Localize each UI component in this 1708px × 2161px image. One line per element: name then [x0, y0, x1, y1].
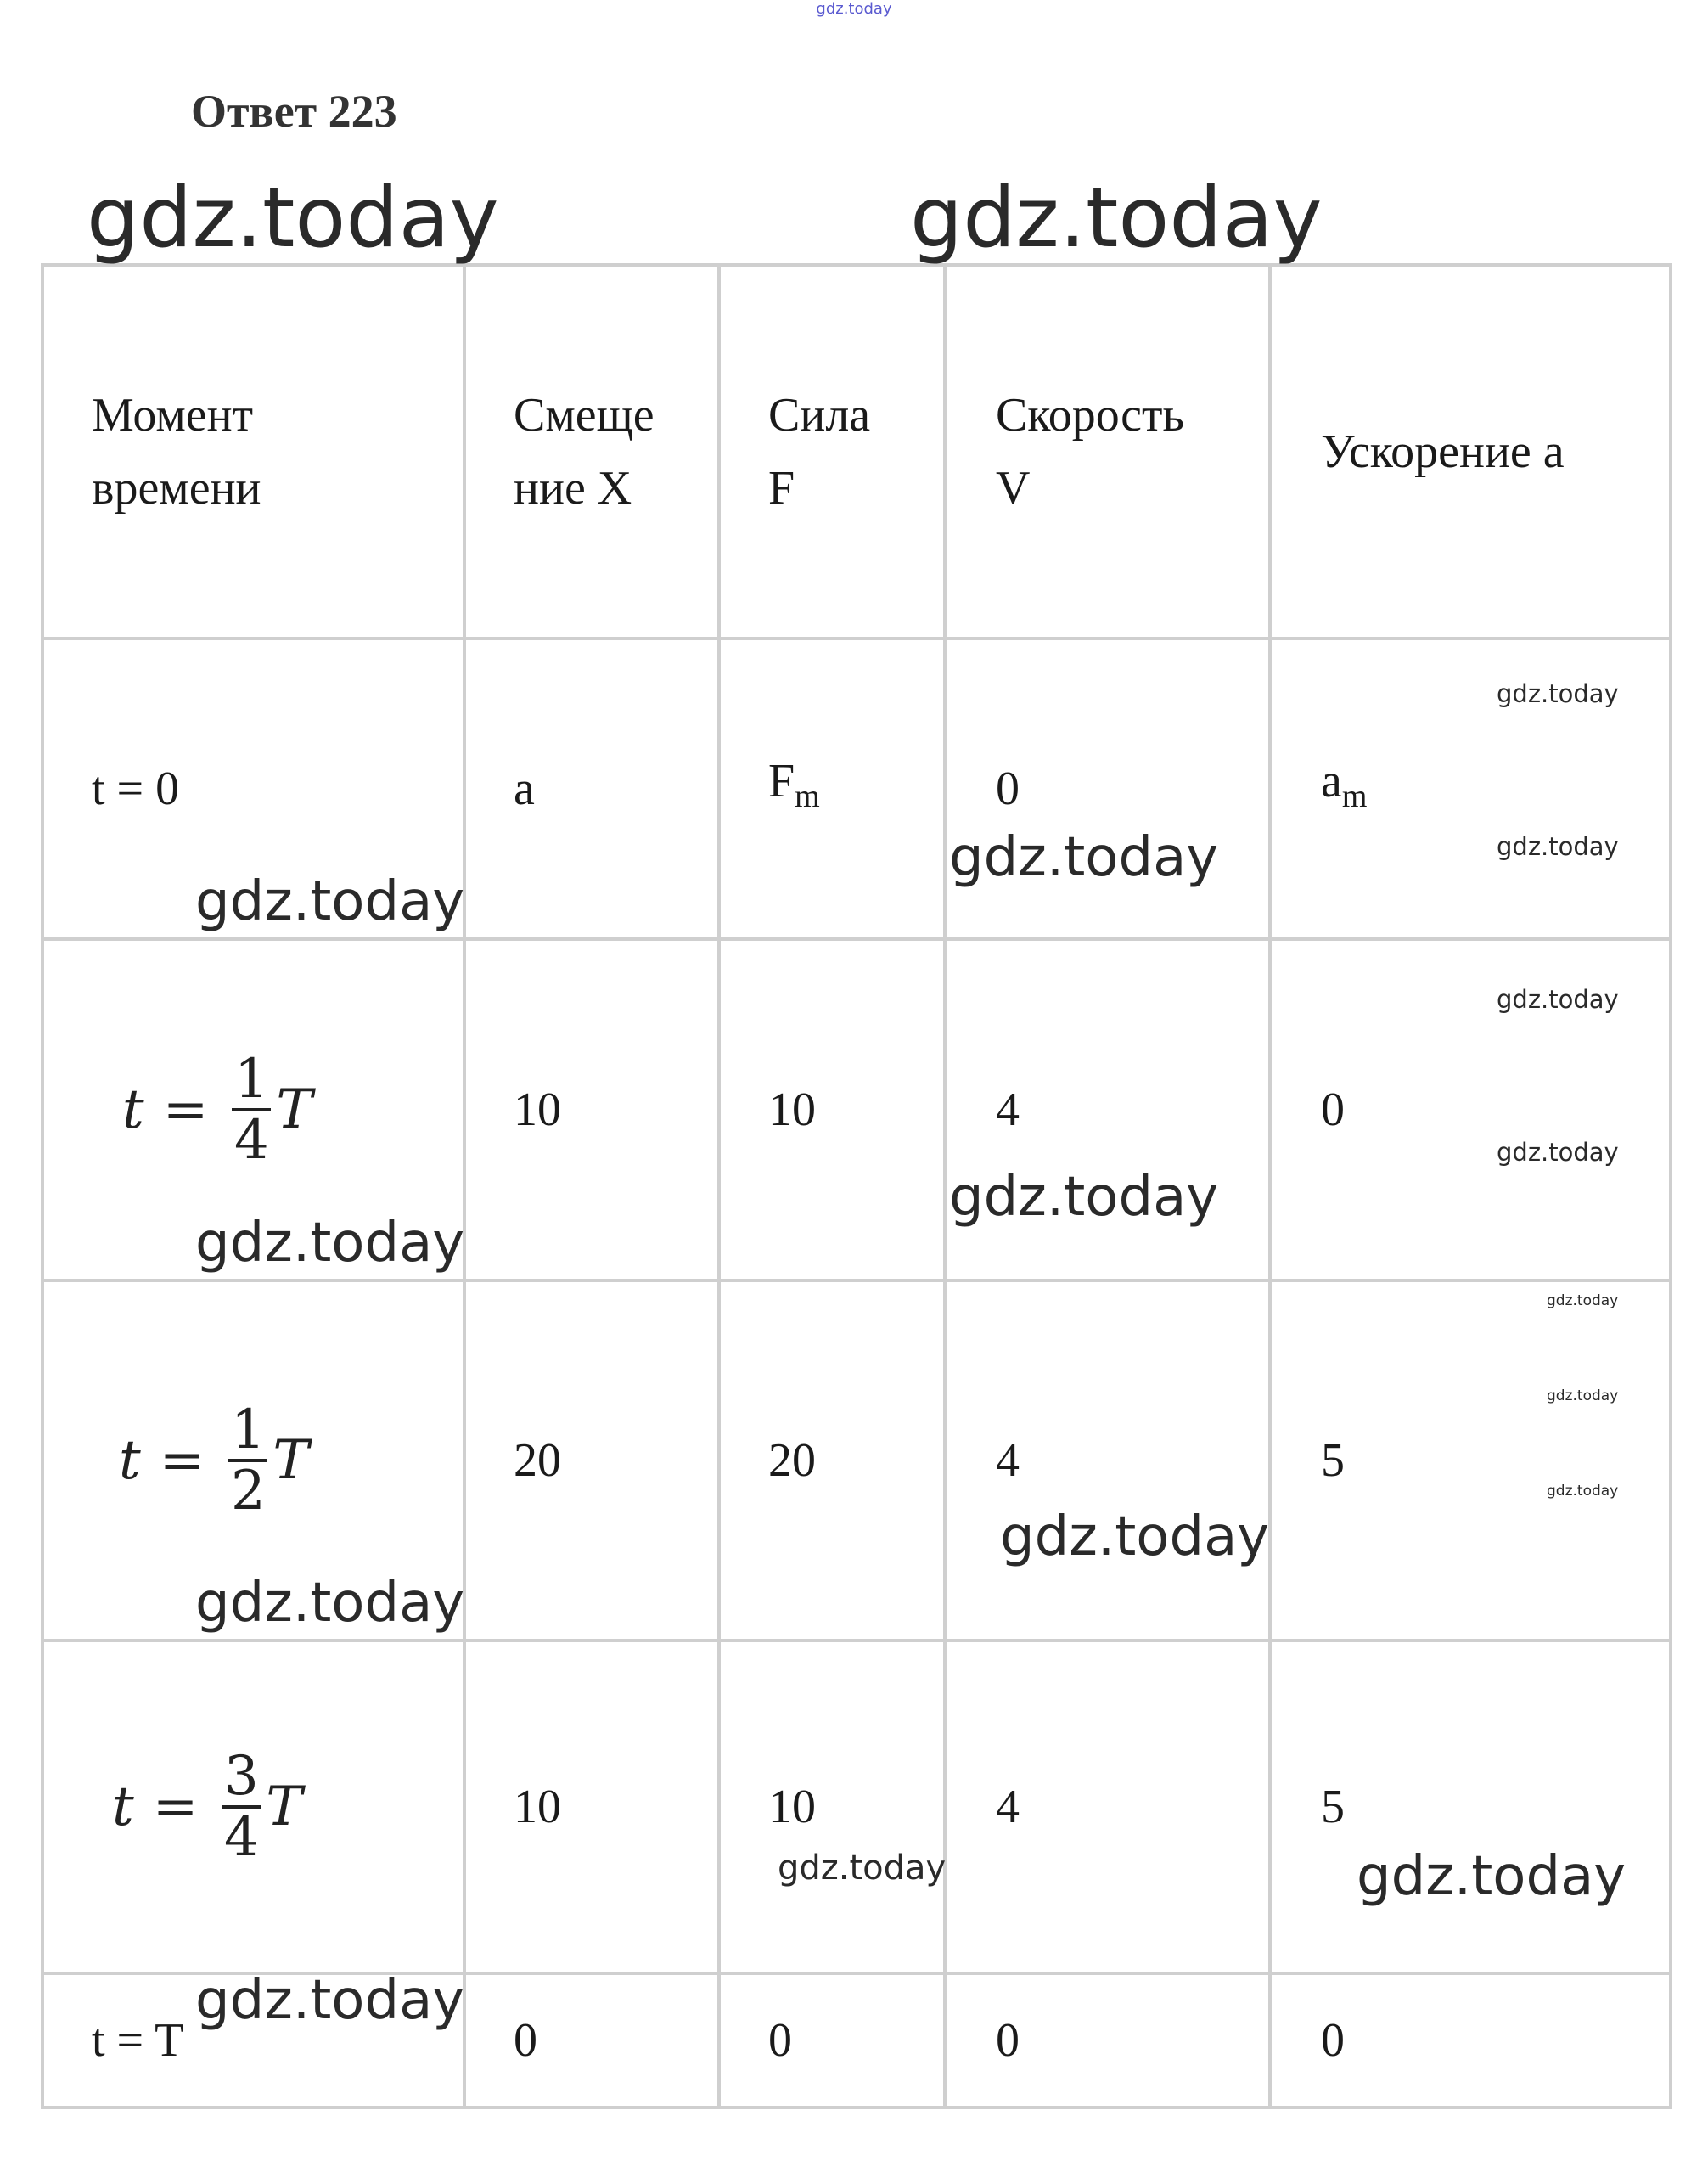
header-displacement-line2: ние X: [514, 462, 632, 515]
cell-force: 0: [719, 1973, 945, 2108]
watermark: gdz.today: [949, 1166, 1219, 1229]
header-force-line2: F: [768, 462, 795, 515]
header-acceleration: [1270, 265, 1671, 639]
cell-displacement: a: [464, 639, 719, 939]
top-watermark: gdz.today: [816, 0, 892, 18]
cell-velocity: 0: [945, 1973, 1270, 2108]
header-velocity-line2: V: [996, 462, 1031, 515]
table-header-row: [42, 265, 1671, 639]
cell-velocity: 0: [945, 639, 1270, 939]
watermark: gdz.today: [195, 1572, 465, 1635]
cell-displacement: 10: [464, 939, 719, 1280]
header-acceleration-label: Ускорение a: [1321, 425, 1565, 478]
watermark: gdz.today: [778, 1849, 947, 1888]
cell-force: [719, 639, 945, 939]
time-formula: [122, 1048, 313, 1172]
watermark: gdz.today: [949, 826, 1219, 889]
cell-acceleration: 0: [1270, 1973, 1671, 2108]
watermark: gdz.today: [1547, 1387, 1619, 1404]
fraction-denominator: 2: [230, 1460, 266, 1522]
formula-eq: =: [162, 1078, 209, 1141]
header-velocity-line1: Скорость: [996, 389, 1184, 442]
watermark: gdz.today: [1497, 679, 1619, 708]
fraction: [232, 1048, 271, 1172]
fraction-numerator: 3: [223, 1745, 259, 1808]
cell-acceleration: 0: [1270, 939, 1671, 1280]
cell-displacement: 0: [464, 1973, 719, 2108]
time-formula: [119, 1398, 310, 1522]
watermark: gdz.today: [1497, 832, 1619, 861]
cell-force: 10: [719, 1640, 945, 1973]
formula-eq: =: [159, 1429, 205, 1492]
header-displacement-line1: Смеще: [514, 389, 655, 442]
cell-force: 20: [719, 1280, 945, 1640]
cell-velocity: 4: [945, 939, 1270, 1280]
fraction-numerator: 1: [230, 1398, 266, 1461]
cell-acceleration: 5: [1270, 1280, 1671, 1640]
fraction-denominator: 4: [233, 1109, 269, 1172]
watermark: gdz.today: [1547, 1483, 1619, 1500]
cell-time: t = 0: [42, 639, 464, 939]
acceleration-subscript: m: [1341, 779, 1368, 814]
cell-acceleration: 5: [1270, 1640, 1671, 1973]
watermark: gdz.today: [1547, 1292, 1619, 1309]
force-subscript: m: [795, 779, 820, 814]
formula-suffix: T: [266, 1776, 303, 1838]
watermark: gdz.today: [1000, 1505, 1270, 1568]
fraction: [222, 1745, 261, 1869]
force-symbol: F: [768, 755, 795, 808]
header-force: [719, 265, 945, 639]
answer-table: [41, 263, 1672, 2109]
header-force-line1: Сила: [768, 389, 871, 442]
cell-velocity: 4: [945, 1280, 1270, 1640]
header-time: [42, 265, 464, 639]
acceleration-symbol: a: [1321, 755, 1342, 808]
watermark: gdz.today: [1357, 1845, 1627, 1908]
header-time-line1: Момент: [92, 389, 254, 442]
header-velocity: [945, 265, 1270, 639]
fraction-numerator: 1: [233, 1048, 269, 1111]
formula-var: t: [119, 1429, 141, 1492]
watermark: gdz.today: [1497, 985, 1619, 1014]
cell-force: 10: [719, 939, 945, 1280]
fraction: [228, 1398, 267, 1522]
formula-suffix: T: [272, 1429, 310, 1492]
watermark: gdz.today: [1497, 1138, 1619, 1167]
watermark: gdz.today: [195, 1212, 465, 1275]
watermark: gdz.today: [87, 170, 499, 267]
formula-var: t: [112, 1776, 134, 1838]
formula-eq: =: [152, 1776, 199, 1838]
watermark: gdz.today: [195, 870, 465, 933]
cell-displacement: 10: [464, 1640, 719, 1973]
fraction-denominator: 4: [223, 1806, 259, 1869]
formula-suffix: T: [276, 1078, 313, 1141]
table-row: [42, 1640, 1671, 1973]
formula-var: t: [122, 1078, 144, 1141]
header-time-line2: времени: [92, 462, 261, 515]
watermark: gdz.today: [195, 1969, 465, 2032]
watermark: gdz.today: [910, 170, 1323, 267]
time-formula: [112, 1745, 303, 1869]
cell-displacement: 20: [464, 1280, 719, 1640]
cell-time: [42, 1640, 464, 1973]
page-title: Ответ 223: [191, 86, 397, 137]
header-displacement: [464, 265, 719, 639]
cell-time: t = T: [42, 1973, 464, 2108]
cell-velocity: 4: [945, 1640, 1270, 1973]
